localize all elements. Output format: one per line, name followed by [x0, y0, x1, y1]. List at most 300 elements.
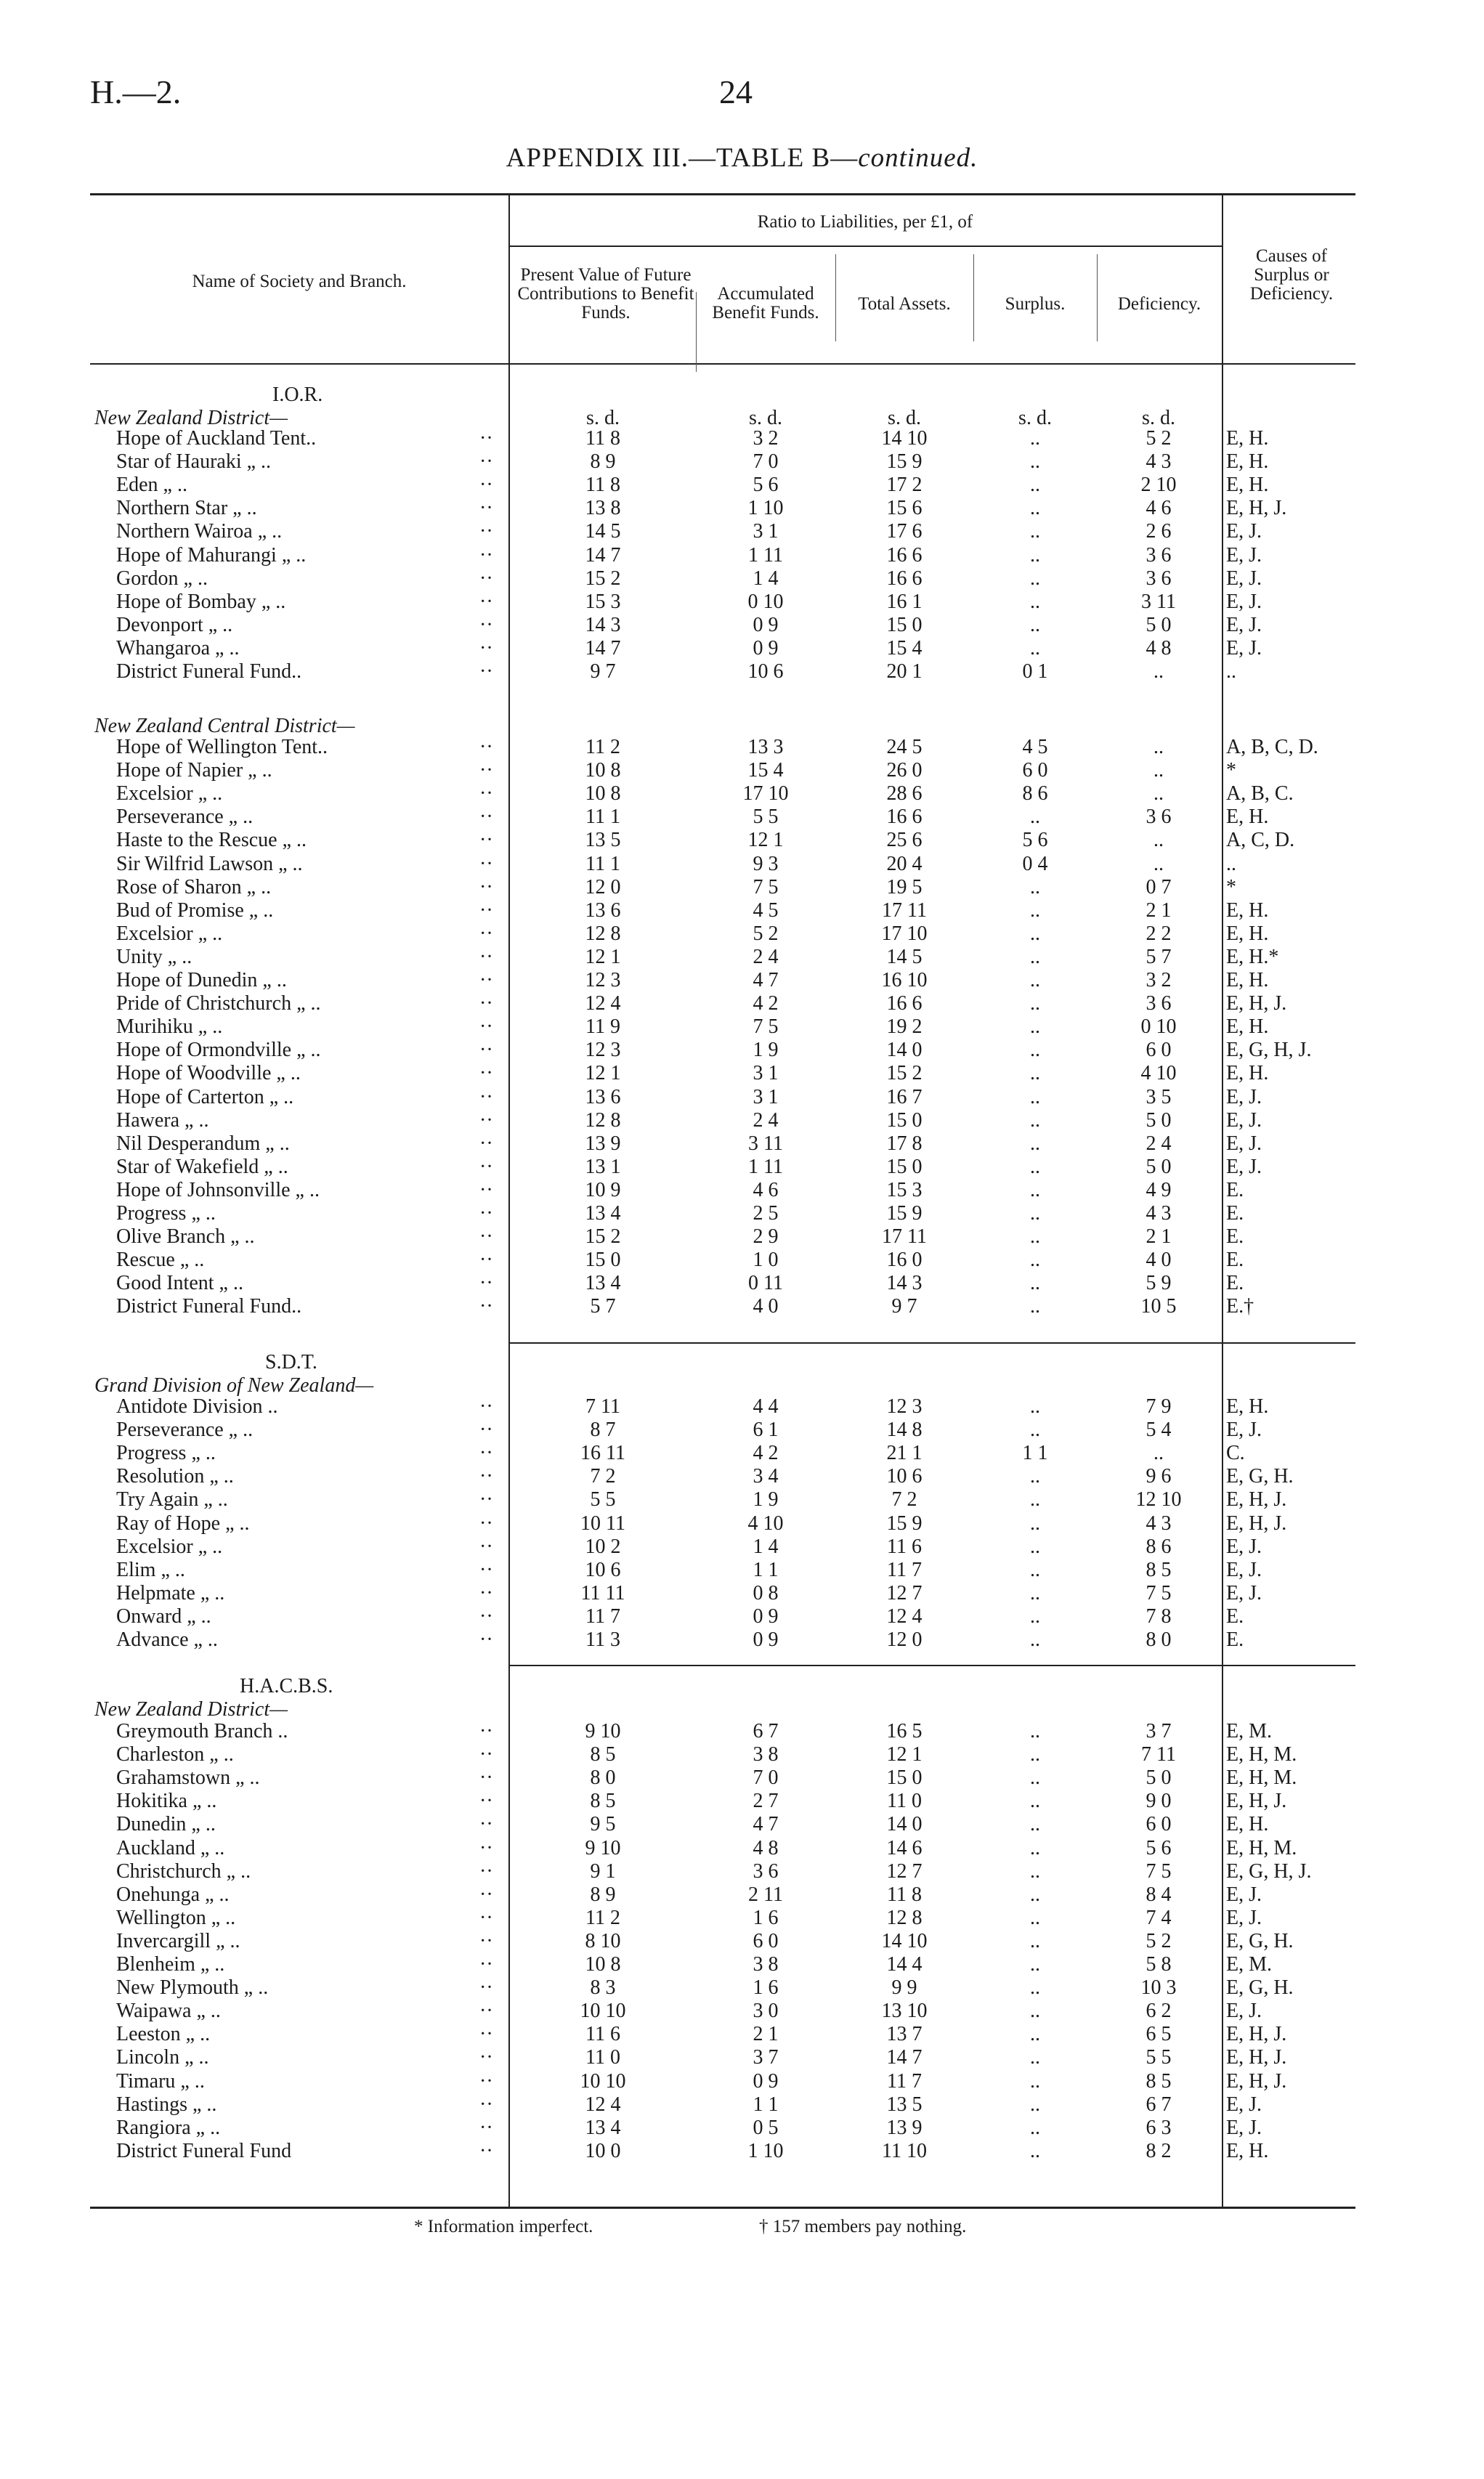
table-row	[0, 1907, 1484, 1930]
cell-surplus: ..	[1030, 2046, 1040, 2069]
cell-total-assets: 11 10	[882, 2139, 927, 2162]
cell-surplus: ..	[1030, 1581, 1040, 1604]
table-row	[0, 1559, 1484, 1582]
branch-name: Devonport „ ..	[116, 613, 233, 636]
cell-surplus: ..	[1030, 1062, 1040, 1085]
branch-name: Unity „ ..	[116, 945, 192, 968]
cell-causes: E, J.	[1226, 567, 1262, 590]
cell-surplus: ..	[1030, 992, 1040, 1015]
table-top-rule	[90, 193, 1355, 195]
table-row	[0, 899, 1484, 922]
cell-accumulated: 2 5	[753, 1202, 779, 1225]
leader-dots: ··	[479, 829, 493, 852]
cell-accumulated: 3 0	[753, 2000, 779, 2023]
cell-total-assets: 7 2	[891, 1488, 917, 1512]
leader-dots: ··	[479, 1488, 493, 1512]
cell-surplus: ..	[1030, 450, 1040, 474]
table-row	[0, 637, 1484, 660]
cell-deficiency: 6 3	[1146, 2116, 1172, 2139]
cell-present-value: 11 1	[585, 806, 620, 829]
cell-total-assets: 9 7	[891, 1295, 917, 1318]
cell-causes: E, J.	[1226, 636, 1262, 660]
leader-dots: ··	[479, 2046, 493, 2069]
cell-present-value: 14 3	[585, 613, 621, 636]
leader-dots: ··	[479, 1225, 493, 1249]
cell-deficiency: 10 5	[1140, 1295, 1177, 1318]
table-row	[0, 2140, 1484, 2163]
cell-accumulated: 4 0	[753, 1295, 779, 1318]
cell-present-value: 10 6	[585, 1558, 621, 1581]
branch-name: Whangaroa „ ..	[116, 636, 240, 660]
cell-total-assets: 28 6	[886, 782, 923, 806]
cell-deficiency: 9 0	[1146, 1790, 1172, 1813]
leader-dots: ··	[479, 945, 493, 968]
cell-accumulated: 10 6	[747, 660, 784, 683]
unit-accumulated: s. d.	[749, 407, 782, 429]
branch-name: Eden „ ..	[116, 474, 187, 497]
cell-accumulated: 4 4	[753, 1395, 779, 1418]
cell-surplus: ..	[1030, 1929, 1040, 1952]
cell-total-assets: 11 7	[887, 2069, 922, 2093]
cell-causes: *	[1226, 759, 1236, 782]
table-row	[0, 1395, 1484, 1419]
unit-deficiency: s. d.	[1142, 407, 1175, 429]
cell-causes: E, H.	[1226, 450, 1269, 474]
cell-deficiency: 4 6	[1146, 497, 1172, 520]
cell-causes: E, H, J.	[1226, 1512, 1287, 1535]
leader-dots: ··	[479, 474, 493, 497]
cell-total-assets: 14 7	[886, 2046, 923, 2069]
cell-deficiency: 5 7	[1146, 945, 1172, 968]
leader-dots: ··	[479, 1085, 493, 1108]
cell-deficiency: 8 5	[1146, 2069, 1172, 2093]
society-heading-hacbs: H.A.C.B.S.	[240, 1675, 333, 1697]
leader-dots: ··	[479, 875, 493, 898]
leader-dots: ··	[479, 660, 493, 683]
branch-name: Perseverance „ ..	[116, 1419, 254, 1442]
cell-present-value: 9 1	[590, 1859, 616, 1883]
table-row	[0, 1156, 1484, 1179]
cell-causes: E, J.	[1226, 613, 1262, 636]
cell-deficiency: ..	[1153, 736, 1164, 758]
cell-total-assets: 15 9	[886, 1202, 923, 1225]
cell-accumulated: 0 9	[753, 1628, 779, 1651]
cell-present-value: 15 3	[585, 590, 621, 613]
cell-present-value: 12 1	[585, 1062, 621, 1085]
branch-name: Hawera „ ..	[116, 1108, 209, 1132]
cell-deficiency: 5 2	[1146, 1929, 1172, 1952]
cell-present-value: 15 2	[585, 567, 621, 590]
cell-surplus: ..	[1030, 1295, 1040, 1318]
cell-total-assets: 16 6	[886, 992, 923, 1015]
cell-deficiency: 3 7	[1146, 1720, 1172, 1742]
cell-surplus: ..	[1030, 1039, 1040, 1062]
cell-present-value: 5 5	[590, 1488, 616, 1512]
branch-name: Auckland „ ..	[116, 1836, 225, 1859]
cell-present-value: 10 8	[585, 782, 621, 806]
branch-name: District Funeral Fund	[116, 2139, 292, 2162]
society-heading-sdt: S.D.T.	[265, 1351, 317, 1374]
cell-deficiency: 3 5	[1146, 1085, 1172, 1108]
branch-name: Excelsior „ ..	[116, 782, 223, 806]
leader-dots: ··	[479, 427, 493, 450]
cell-present-value: 8 3	[590, 1976, 616, 2000]
cell-causes: E.	[1226, 1628, 1244, 1651]
cell-accumulated: 2 11	[748, 1883, 783, 1906]
cell-accumulated: 7 5	[753, 875, 779, 898]
branch-name: Helpmate „ ..	[116, 1581, 225, 1604]
cell-total-assets: 17 6	[886, 520, 923, 543]
branch-name: Timaru „ ..	[116, 2069, 205, 2093]
cell-total-assets: 13 10	[881, 2000, 928, 2023]
cell-total-assets: 19 2	[886, 1015, 923, 1039]
cell-causes: E, J.	[1226, 543, 1262, 567]
table-row	[0, 922, 1484, 946]
leader-dots: ··	[479, 1108, 493, 1132]
cell-accumulated: 1 9	[753, 1488, 779, 1512]
cell-present-value: 10 2	[585, 1535, 621, 1558]
table-row	[0, 1790, 1484, 1813]
cell-accumulated: 3 7	[753, 2046, 779, 2069]
cell-present-value: 8 5	[590, 1790, 616, 1813]
footnote-imperfect: * Information imperfect.	[414, 2217, 593, 2236]
leader-dots: ··	[479, 1512, 493, 1535]
leader-dots: ··	[479, 1155, 493, 1178]
cell-total-assets: 15 0	[886, 613, 923, 636]
cell-causes: E, H, J.	[1226, 992, 1287, 1015]
cell-accumulated: 0 9	[753, 636, 779, 660]
cell-accumulated: 2 1	[753, 2023, 779, 2046]
table-row	[0, 1442, 1484, 1465]
cell-total-assets: 24 5	[886, 736, 923, 758]
cell-accumulated: 7 0	[753, 1766, 779, 1790]
unit-present-value: s. d.	[586, 407, 620, 429]
leader-dots: ··	[479, 543, 493, 567]
cell-deficiency: 5 2	[1146, 427, 1172, 450]
leader-dots: ··	[479, 1628, 493, 1651]
cell-surplus: 1 1	[1022, 1442, 1048, 1465]
table-row	[0, 1628, 1484, 1652]
cell-total-assets: 20 4	[886, 852, 923, 875]
branch-name: Murihiku „ ..	[116, 1015, 223, 1039]
cell-surplus: ..	[1030, 590, 1040, 613]
cell-present-value: 12 3	[585, 1039, 621, 1062]
table-row	[0, 1419, 1484, 1442]
cell-accumulated: 12 1	[747, 829, 784, 852]
branch-name: Christchurch „ ..	[116, 1859, 251, 1883]
cell-total-assets: 12 0	[886, 1628, 923, 1651]
unit-total-assets: s. d.	[888, 407, 921, 429]
cell-total-assets: 14 0	[886, 1813, 923, 1836]
cell-present-value: 13 9	[585, 1132, 621, 1155]
branch-name: Grahamstown „ ..	[116, 1766, 260, 1790]
header-surplus: Surplus.	[1005, 294, 1066, 314]
cell-deficiency: 4 10	[1140, 1062, 1177, 1085]
leader-dots: ··	[479, 736, 493, 758]
society-heading-ior: I.O.R.	[272, 384, 323, 406]
cell-causes: E, G, H, J.	[1226, 1039, 1312, 1062]
branch-name: Greymouth Branch ..	[116, 1720, 288, 1742]
cell-causes: E, H.*	[1226, 945, 1279, 968]
leader-dots: ··	[479, 1581, 493, 1604]
cell-accumulated: 0 9	[753, 2069, 779, 2093]
cell-deficiency: ..	[1153, 852, 1164, 875]
cell-total-assets: 11 6	[887, 1535, 922, 1558]
cell-accumulated: 6 0	[753, 1929, 779, 1952]
cell-present-value: 13 4	[585, 2116, 621, 2139]
title-main: APPENDIX III.—TABLE B—	[506, 143, 859, 173]
cell-accumulated: 0 10	[747, 590, 784, 613]
table-row	[0, 1582, 1484, 1605]
branch-name: Invercargill „ ..	[116, 1929, 240, 1952]
cell-total-assets: 20 1	[886, 660, 923, 683]
cell-causes: E, J.	[1226, 1906, 1262, 1929]
cell-accumulated: 1 11	[748, 543, 783, 567]
leader-dots: ··	[479, 1419, 493, 1442]
branch-name: Hope of Johnsonville „ ..	[116, 1178, 320, 1201]
table-row	[0, 782, 1484, 806]
cell-total-assets: 12 1	[886, 1743, 923, 1766]
branch-name: Try Again „ ..	[116, 1488, 228, 1512]
cell-accumulated: 3 4	[753, 1465, 779, 1488]
cell-accumulated: 7 5	[753, 1015, 779, 1039]
cell-total-assets: 26 0	[886, 759, 923, 782]
cell-surplus: ..	[1030, 2093, 1040, 2116]
cell-deficiency: 5 0	[1146, 1155, 1172, 1178]
cell-deficiency: 8 5	[1146, 1558, 1172, 1581]
branch-name: Elim „ ..	[116, 1558, 185, 1581]
cell-accumulated: 6 1	[753, 1419, 779, 1442]
cell-deficiency: 2 10	[1140, 474, 1177, 497]
cell-causes: E, G, H.	[1226, 1465, 1294, 1488]
table-row	[0, 1535, 1484, 1559]
cell-accumulated: 1 4	[753, 1535, 779, 1558]
cell-deficiency: ..	[1153, 1442, 1164, 1465]
leader-dots: ··	[479, 1859, 493, 1883]
cell-surplus: 6 0	[1022, 759, 1048, 782]
cell-deficiency: 7 4	[1146, 1906, 1172, 1929]
cell-surplus: ..	[1030, 1465, 1040, 1488]
cell-deficiency: 4 0	[1146, 1249, 1172, 1272]
table-row	[0, 759, 1484, 782]
cell-deficiency: 6 0	[1146, 1039, 1172, 1062]
table-row	[0, 591, 1484, 614]
cell-present-value: 10 9	[585, 1178, 621, 1201]
cell-accumulated: 3 8	[753, 1953, 779, 1976]
leader-dots: ··	[479, 1836, 493, 1859]
cell-present-value: 9 10	[585, 1836, 621, 1859]
cell-present-value: 5 7	[590, 1295, 616, 1318]
leader-dots: ··	[479, 1062, 493, 1085]
cell-accumulated: 1 4	[753, 567, 779, 590]
cell-surplus: ..	[1030, 1743, 1040, 1766]
branch-name: Progress „ ..	[116, 1442, 216, 1465]
cell-present-value: 9 7	[590, 660, 616, 683]
table-row	[0, 1225, 1484, 1249]
cell-deficiency: 6 2	[1146, 2000, 1172, 2023]
cell-total-assets: 15 9	[886, 1512, 923, 1535]
cell-causes: A, B, C.	[1226, 782, 1294, 806]
title-suffix: continued.	[858, 143, 978, 173]
cell-total-assets: 12 7	[886, 1859, 923, 1883]
header-deficiency: Deficiency.	[1117, 294, 1201, 314]
district-heading-ior: New Zealand District—	[94, 407, 288, 429]
table-row	[0, 829, 1484, 852]
cell-total-assets: 13 7	[886, 2023, 923, 2046]
cell-surplus: ..	[1030, 1488, 1040, 1512]
leader-dots: ··	[479, 852, 493, 875]
cell-deficiency: 7 9	[1146, 1395, 1172, 1418]
table-row	[0, 474, 1484, 497]
branch-name: Wellington „ ..	[116, 1906, 236, 1929]
cell-accumulated: 1 11	[748, 1155, 783, 1178]
cell-deficiency: 9 6	[1146, 1465, 1172, 1488]
leader-dots: ··	[479, 1249, 493, 1272]
leader-dots: ··	[479, 1604, 493, 1628]
table-row	[0, 427, 1484, 450]
cell-deficiency: 6 5	[1146, 2023, 1172, 2046]
table-row	[0, 1837, 1484, 1860]
cell-total-assets: 16 1	[886, 590, 923, 613]
cell-deficiency: 5 5	[1146, 2046, 1172, 2069]
cell-deficiency: 4 3	[1146, 450, 1172, 474]
cell-causes: E, H.	[1226, 1813, 1269, 1836]
leader-dots: ··	[479, 2023, 493, 2046]
document-code: H.—2.	[90, 73, 182, 110]
branch-name: Northern Wairoa „ ..	[116, 520, 283, 543]
cell-deficiency: 3 11	[1141, 590, 1176, 613]
table-row	[0, 2093, 1484, 2117]
cell-present-value: 10 8	[585, 759, 621, 782]
cell-causes: E, H.	[1226, 806, 1269, 829]
branch-name: Lincoln „ ..	[116, 2046, 209, 2069]
leader-dots: ··	[479, 1790, 493, 1813]
cell-deficiency: ..	[1153, 660, 1164, 683]
cell-causes: E.	[1226, 1604, 1244, 1628]
cell-causes: E, J.	[1226, 1155, 1262, 1178]
cell-present-value: 11 3	[585, 1628, 620, 1651]
cell-accumulated: 1 10	[747, 497, 784, 520]
cell-total-assets: 15 2	[886, 1062, 923, 1085]
cell-causes: A, C, D.	[1226, 829, 1295, 852]
cell-causes: E, M.	[1226, 1953, 1272, 1976]
leader-dots: ··	[479, 567, 493, 590]
table-title	[0, 142, 1484, 174]
cell-total-assets: 17 2	[886, 474, 923, 497]
branch-name: New Plymouth „ ..	[116, 1976, 269, 2000]
cell-surplus: ..	[1030, 1178, 1040, 1201]
cell-present-value: 11 8	[585, 427, 620, 450]
cell-surplus: ..	[1030, 1535, 1040, 1558]
branch-name: Hope of Auckland Tent..	[116, 427, 317, 450]
table-row	[0, 1272, 1484, 1295]
cell-causes: E, H, J.	[1226, 2069, 1287, 2093]
cell-accumulated: 4 2	[753, 992, 779, 1015]
cell-accumulated: 4 8	[753, 1836, 779, 1859]
cell-accumulated: 0 5	[753, 2116, 779, 2139]
page-number: 24	[719, 73, 753, 110]
branch-name: Hope of Wellington Tent..	[116, 736, 328, 758]
table-row	[0, 736, 1484, 759]
cell-accumulated: 0 11	[748, 1272, 783, 1295]
cell-present-value: 12 0	[585, 875, 621, 898]
table-row	[0, 450, 1484, 474]
cell-accumulated: 7 0	[753, 450, 779, 474]
header-total-assets: Total Assets.	[858, 294, 951, 314]
table-row	[0, 1179, 1484, 1202]
cell-total-assets: 13 9	[886, 2116, 923, 2139]
cell-deficiency: 2 6	[1146, 520, 1172, 543]
cell-surplus: ..	[1030, 806, 1040, 829]
cell-causes: C.	[1226, 1442, 1245, 1465]
cell-present-value: 8 5	[590, 1743, 616, 1766]
leader-dots: ··	[479, 590, 493, 613]
cell-causes: E, H, M.	[1226, 1743, 1297, 1766]
cell-deficiency: 8 0	[1146, 1628, 1172, 1651]
cell-surplus: ..	[1030, 613, 1040, 636]
cell-present-value: 10 0	[585, 2139, 621, 2162]
branch-name: Star of Wakefield „ ..	[116, 1155, 288, 1178]
cell-surplus: 4 5	[1022, 736, 1048, 758]
cell-deficiency: 6 0	[1146, 1813, 1172, 1836]
cell-deficiency: 10 3	[1140, 1976, 1177, 2000]
table-row	[0, 1249, 1484, 1272]
cell-deficiency: ..	[1153, 782, 1164, 806]
cell-present-value: 10 10	[580, 2069, 626, 2093]
cell-present-value: 12 4	[585, 2093, 621, 2116]
cell-present-value: 11 0	[585, 2046, 620, 2069]
header-bottom-rule	[90, 363, 1355, 365]
cell-surplus: ..	[1030, 636, 1040, 660]
cell-present-value: 11 8	[585, 474, 620, 497]
cell-accumulated: 1 9	[753, 1039, 779, 1062]
cell-present-value: 13 4	[585, 1272, 621, 1295]
cell-surplus: ..	[1030, 922, 1040, 945]
cell-accumulated: 2 9	[753, 1225, 779, 1249]
branch-name: District Funeral Fund..	[116, 660, 302, 683]
leader-dots: ··	[479, 520, 493, 543]
cell-total-assets: 14 5	[886, 945, 923, 968]
leader-dots: ··	[479, 1883, 493, 1906]
leader-dots: ··	[479, 1039, 493, 1062]
cell-surplus: ..	[1030, 1085, 1040, 1108]
cell-total-assets: 15 9	[886, 450, 923, 474]
cell-deficiency: 7 11	[1141, 1743, 1176, 1766]
header-accumulated: Accumulated Benefit Funds.	[712, 284, 819, 322]
cell-present-value: 8 0	[590, 1766, 616, 1790]
leader-dots: ··	[479, 636, 493, 660]
cell-deficiency: 5 0	[1146, 1766, 1172, 1790]
leader-dots: ··	[479, 2069, 493, 2093]
branch-name: Rescue „ ..	[116, 1249, 205, 1272]
header-name: Name of Society and Branch.	[192, 272, 407, 291]
cell-surplus: ..	[1030, 1859, 1040, 1883]
cell-deficiency: 0 10	[1140, 1015, 1177, 1039]
cell-deficiency: 2 1	[1146, 898, 1172, 922]
cell-causes: E, H.	[1226, 922, 1269, 945]
cell-surplus: ..	[1030, 474, 1040, 497]
cell-surplus: ..	[1030, 1108, 1040, 1132]
cell-accumulated: 6 7	[753, 1720, 779, 1742]
cell-accumulated: 0 8	[753, 1581, 779, 1604]
cell-accumulated: 15 4	[747, 759, 784, 782]
cell-total-assets: 14 4	[886, 1953, 923, 1976]
branch-name: Onehunga „ ..	[116, 1883, 230, 1906]
cell-causes: E, J.	[1226, 2093, 1262, 2116]
cell-total-assets: 13 5	[886, 2093, 923, 2116]
cell-accumulated: 4 7	[753, 969, 779, 991]
cell-total-assets: 15 3	[886, 1178, 923, 1201]
